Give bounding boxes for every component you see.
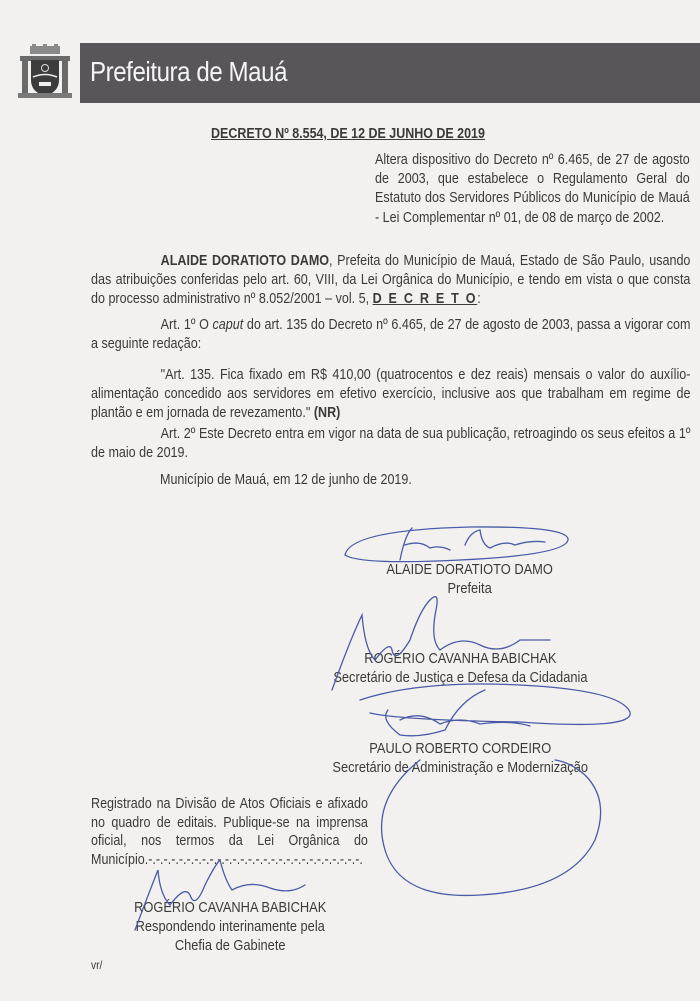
caput-term: caput	[212, 317, 244, 333]
decree-title: DECRETO Nº 8.554, DE 12 DE JUNHO DE 2019	[211, 126, 485, 142]
signature-mayor-ink	[345, 527, 568, 562]
signer-name: ALAIDE DORATIOTO DAMO	[386, 562, 554, 578]
signer-name: ROGÉRIO CAVANHA BABICHAK	[363, 651, 557, 667]
signature-block-admin-secretary	[310, 740, 610, 778]
article-2	[91, 425, 690, 463]
signer-name: ROGÉRIO CAVANHA BABICHAK	[133, 900, 327, 916]
signer-role: Secretário de Administração e Modernização	[332, 760, 588, 776]
header-title: Prefeitura de Mauá	[90, 56, 288, 87]
typist-initials: vr/	[91, 958, 103, 972]
signer-role: Prefeita	[447, 581, 493, 597]
registry-note: Registrado na Divisão de Atos Oficiais e afixado no quadro de editais. Publique-se na imprensa oficial, nos termos da Lei Orgânica do Município.-.-.-.-.-.-.-.-.-.-.-.-.-.-.-.-.-.-.-.-.-.-.-.-.-.-.-.-.	[91, 796, 368, 868]
mayor-name: ALAIDE DORATIOTO DAMO	[160, 253, 330, 269]
signer-role: Secretário de Justiça e Defesa da Cidadania	[332, 670, 588, 686]
municipal-coat-of-arms-icon	[16, 44, 74, 102]
nr-marker: (NR)	[313, 405, 341, 422]
signature-block-justice-secretary	[310, 650, 610, 688]
decree-preamble	[91, 252, 690, 310]
signer-role-line2: Chefia de Gabinete	[174, 938, 286, 954]
preamble-colon: :	[477, 291, 481, 308]
closing-place-date: Município de Mauá, em 12 de junho de 2019.	[160, 472, 412, 488]
article-135-text: "Art. 135. Fica fixado em R$ 410,00 (quatrocentos e dez reais) mensais o valor do auxílio-alimentação concedido aos servidores em efetivo exercício, inclusive aos que trabalham em regime de plantão e em jornada de revezamento."	[91, 367, 691, 422]
article-1-text: do art. 135 do Decreto nº 6.465, de 27 de agosto de 2003, passa a vigorar com a seguinte redação:	[91, 317, 691, 353]
signature-block-chief-of-staff	[100, 899, 360, 956]
signature-paulo-ink	[360, 684, 630, 736]
signature-paulo-loop	[382, 760, 601, 895]
signature-block-mayor	[370, 561, 570, 599]
article-2-text: Art. 2º Este Decreto entra em vigor na data de sua publicação, retroagindo os seus efeitos a 1º de maio de 2019.	[91, 426, 691, 462]
decree-summary: Altera dispositivo do Decreto nº 6.465, de 27 de agosto de 2003, que estabelece o Regulamento Geral do Estatuto dos Servidores Públicos do Município de Mauá - Lei Complementar nº 01, de 08 de março de 2002.	[375, 152, 690, 226]
preamble-text: , Prefeita do Município de Mauá, Estado de São Paulo, usando das atribuições conferidas pelo art. 60, VIII, da Lei Orgânica do Município, e tendo em vista o que consta do processo administrativo nº 8.052/2001 – vol. 5,	[91, 253, 691, 308]
header-banner	[80, 43, 700, 103]
article-1-prefix: Art. 1º O	[160, 317, 213, 333]
article-1	[91, 316, 690, 354]
decreto-keyword: D E C R E T O	[372, 291, 478, 308]
signer-name: PAULO ROBERTO CORDEIRO	[369, 741, 551, 757]
signer-role-line1: Respondendo interinamente pela	[135, 919, 325, 935]
article-135-quote	[91, 366, 690, 424]
